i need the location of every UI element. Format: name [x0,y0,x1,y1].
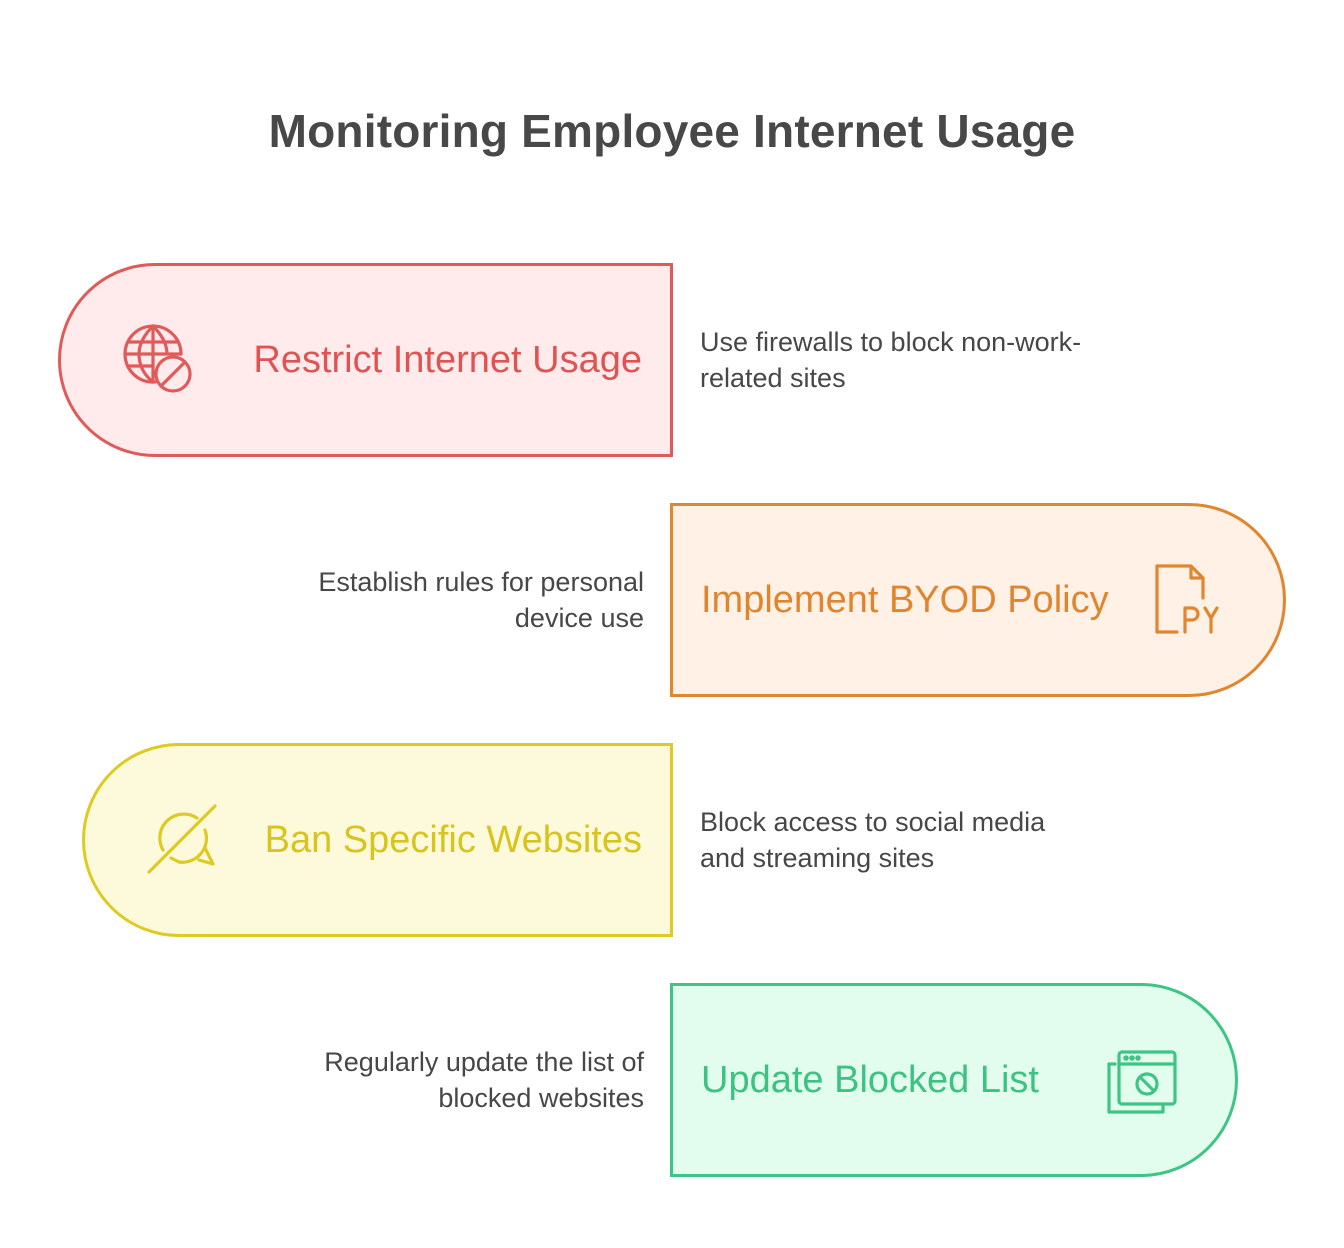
step-ban-specific-websites [82,743,673,937]
step-implement-byod-policy [670,503,1286,697]
browser-block-icon [1103,1040,1183,1120]
step-description [700,324,1140,396]
description-line: Establish rules for personal [318,567,644,597]
step-description [204,564,644,636]
description-line: Use firewalls to block non-work- [700,327,1082,357]
description-line: device use [514,603,644,633]
description-line: Regularly update the list of [324,1047,644,1077]
step-restrict-internet-usage [58,263,673,457]
step-description [204,1044,644,1116]
step-label: Ban Specific Websites [264,818,642,861]
step-label: Implement BYOD Policy [701,578,1109,621]
description-line: and streaming sites [700,843,935,873]
globe-block-icon [119,320,199,400]
chat-off-icon [143,800,223,880]
description-line: Block access to social media [700,807,1046,837]
step-label: Update Blocked List [701,1058,1039,1101]
description-line: related sites [700,363,846,393]
step-label: Restrict Internet Usage [253,338,642,381]
step-update-blocked-list [670,983,1238,1177]
step-description [700,804,1140,876]
py-file-icon [1147,560,1227,640]
page-title: Monitoring Employee Internet Usage [268,105,1076,157]
description-line: blocked websites [438,1083,644,1113]
